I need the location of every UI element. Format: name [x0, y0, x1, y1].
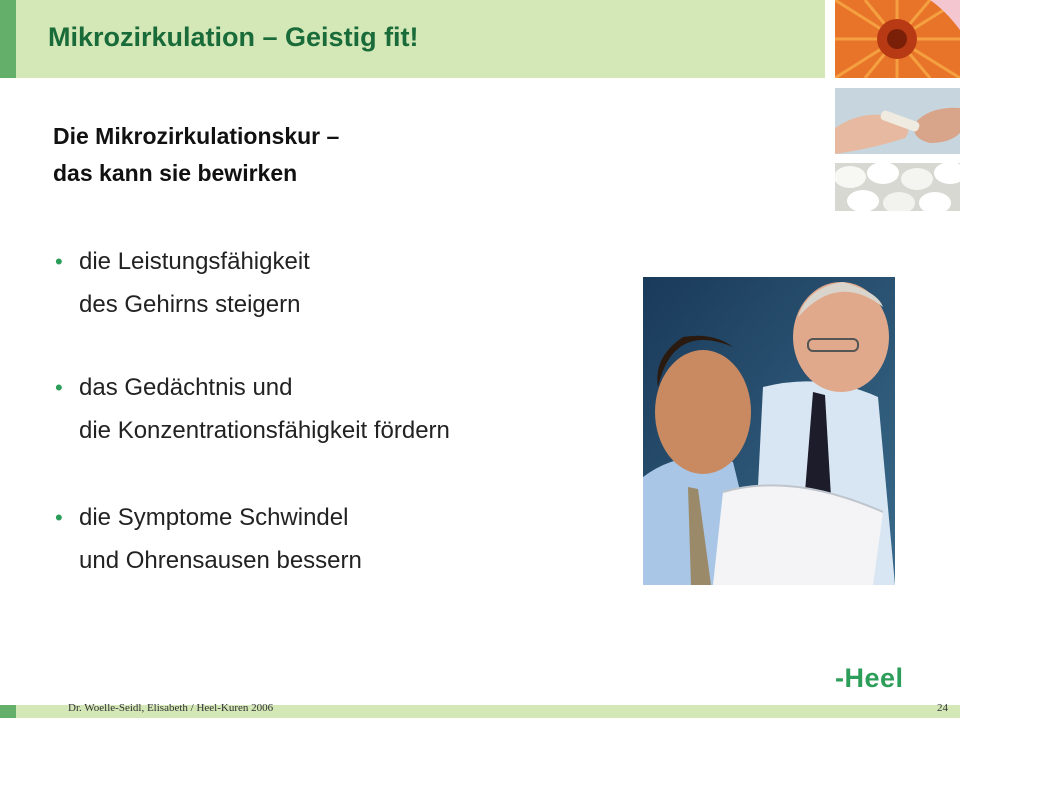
footer-author: Dr. Woelle-Seidl, Elisabeth / Heel-Kuren 2006 [68, 702, 274, 714]
subheading-line-2: das kann sie bewirken [53, 160, 298, 186]
title-accent-strip [0, 0, 16, 78]
bullet-line-2: des Gehirns steigern [79, 291, 301, 318]
heel-logo: -Heel [835, 663, 904, 693]
tablets-thumbnail-image [835, 163, 960, 211]
bullet-line-2: die Konzentrationsfähigkeit fördern [79, 417, 450, 444]
subheading-line-1: Die Mikrozirkulationskur – [53, 123, 340, 149]
footer-accent-strip [0, 705, 16, 718]
hands-ampoule-thumbnail-image [835, 88, 960, 154]
flower-thumbnail-image [835, 0, 960, 78]
bullet-dot-icon: • [55, 249, 63, 274]
bullet-dot-icon: • [55, 375, 63, 400]
bullet-line-1: die Symptome Schwindel [79, 504, 349, 531]
bullet-line-1: das Gedächtnis und [79, 374, 293, 401]
bullet-line-2: und Ohrensausen bessern [79, 547, 362, 574]
slide-subheading [53, 118, 339, 192]
bullet-item [55, 366, 450, 452]
bullet-item [55, 240, 310, 326]
bullet-line-1: die Leistungsfähigkeit [79, 248, 310, 275]
bullet-item [55, 496, 362, 582]
slide-title: Mikrozirkulation – Geistig fit! [48, 22, 419, 52]
businessmen-photo [643, 277, 895, 585]
bullet-dot-icon: • [55, 505, 63, 530]
page-number: 24 [937, 702, 948, 714]
